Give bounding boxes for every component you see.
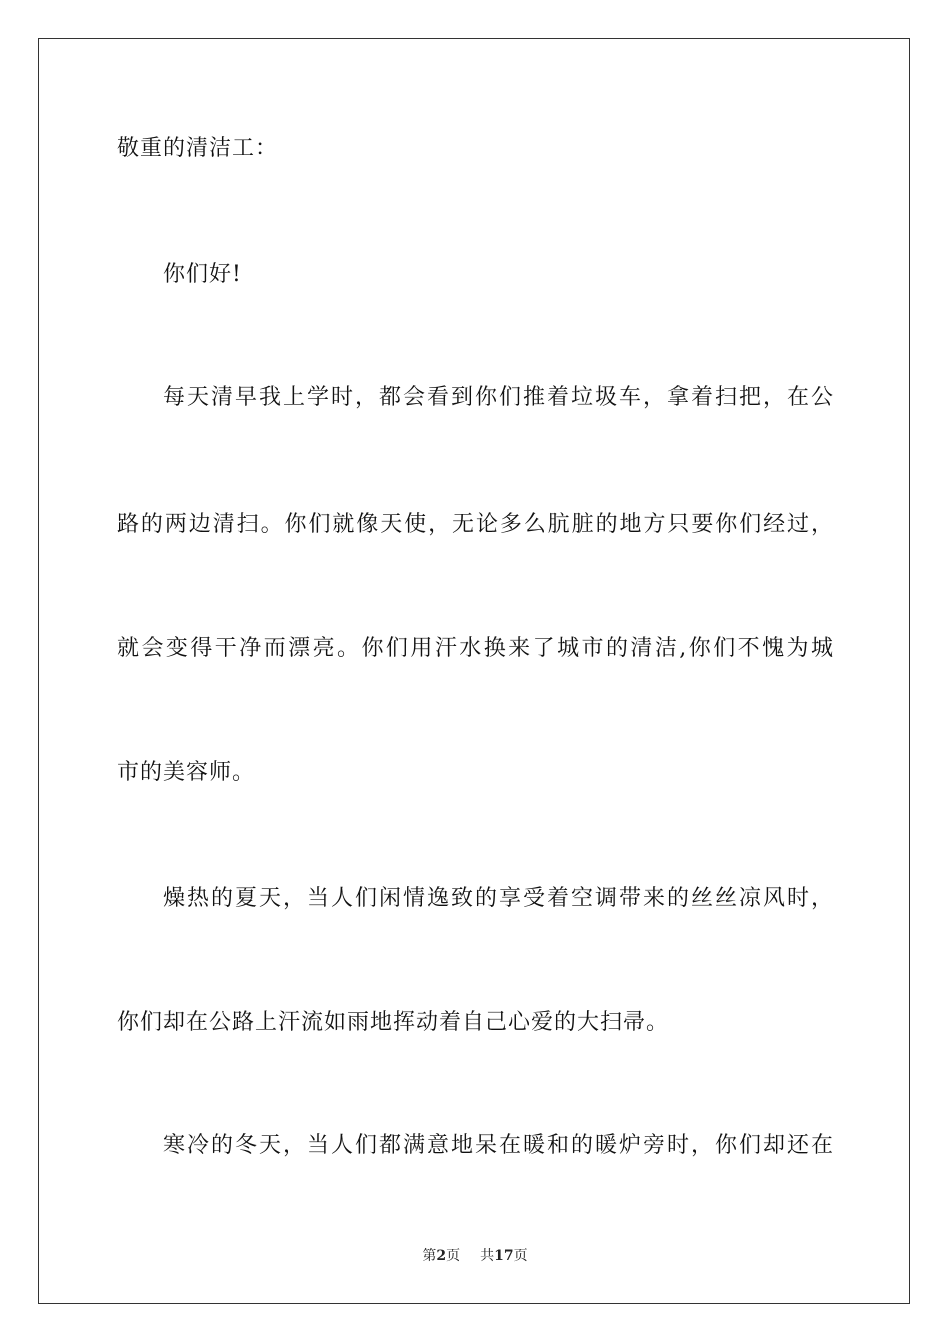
- paragraph-2-line-2: 你们却在公路上汗流如雨地挥动着自己心爱的大扫帚。: [117, 1010, 670, 1035]
- salutation: 敬重的清洁工：: [117, 136, 279, 161]
- greeting: 你们好!: [163, 262, 242, 287]
- paragraph-1-line-3: 就会变得干净而漂亮。你们用汗水换来了城市的清洁,你们不愧为城: [117, 636, 833, 661]
- page-number: 2: [436, 1248, 447, 1264]
- paragraph-3-line-1: 寒冷的冬天，当人们都满意地呆在暖和的暖炉旁时，你们却还在: [163, 1133, 833, 1158]
- page-footer: [0, 1246, 950, 1266]
- page-prefix: 第: [422, 1248, 437, 1264]
- paragraph-1-line-2: 路的两边清扫。你们就像天使，无论多么肮脏的地方只要你们经过，: [117, 512, 833, 537]
- page-suffix: 页: [446, 1248, 461, 1264]
- page-border: [38, 38, 910, 1304]
- paragraph-1-line-1: 每天清早我上学时，都会看到你们推着垃圾车，拿着扫把，在公: [163, 385, 833, 410]
- paragraph-1-line-4: 市的美容师。: [117, 760, 256, 785]
- total-pages: 17: [494, 1248, 514, 1264]
- paragraph-2-line-1: 燥热的夏天，当人们闲情逸致的享受着空调带来的丝丝凉风时，: [163, 886, 833, 911]
- total-suffix: 页: [513, 1248, 528, 1264]
- total-prefix: 共: [480, 1248, 495, 1264]
